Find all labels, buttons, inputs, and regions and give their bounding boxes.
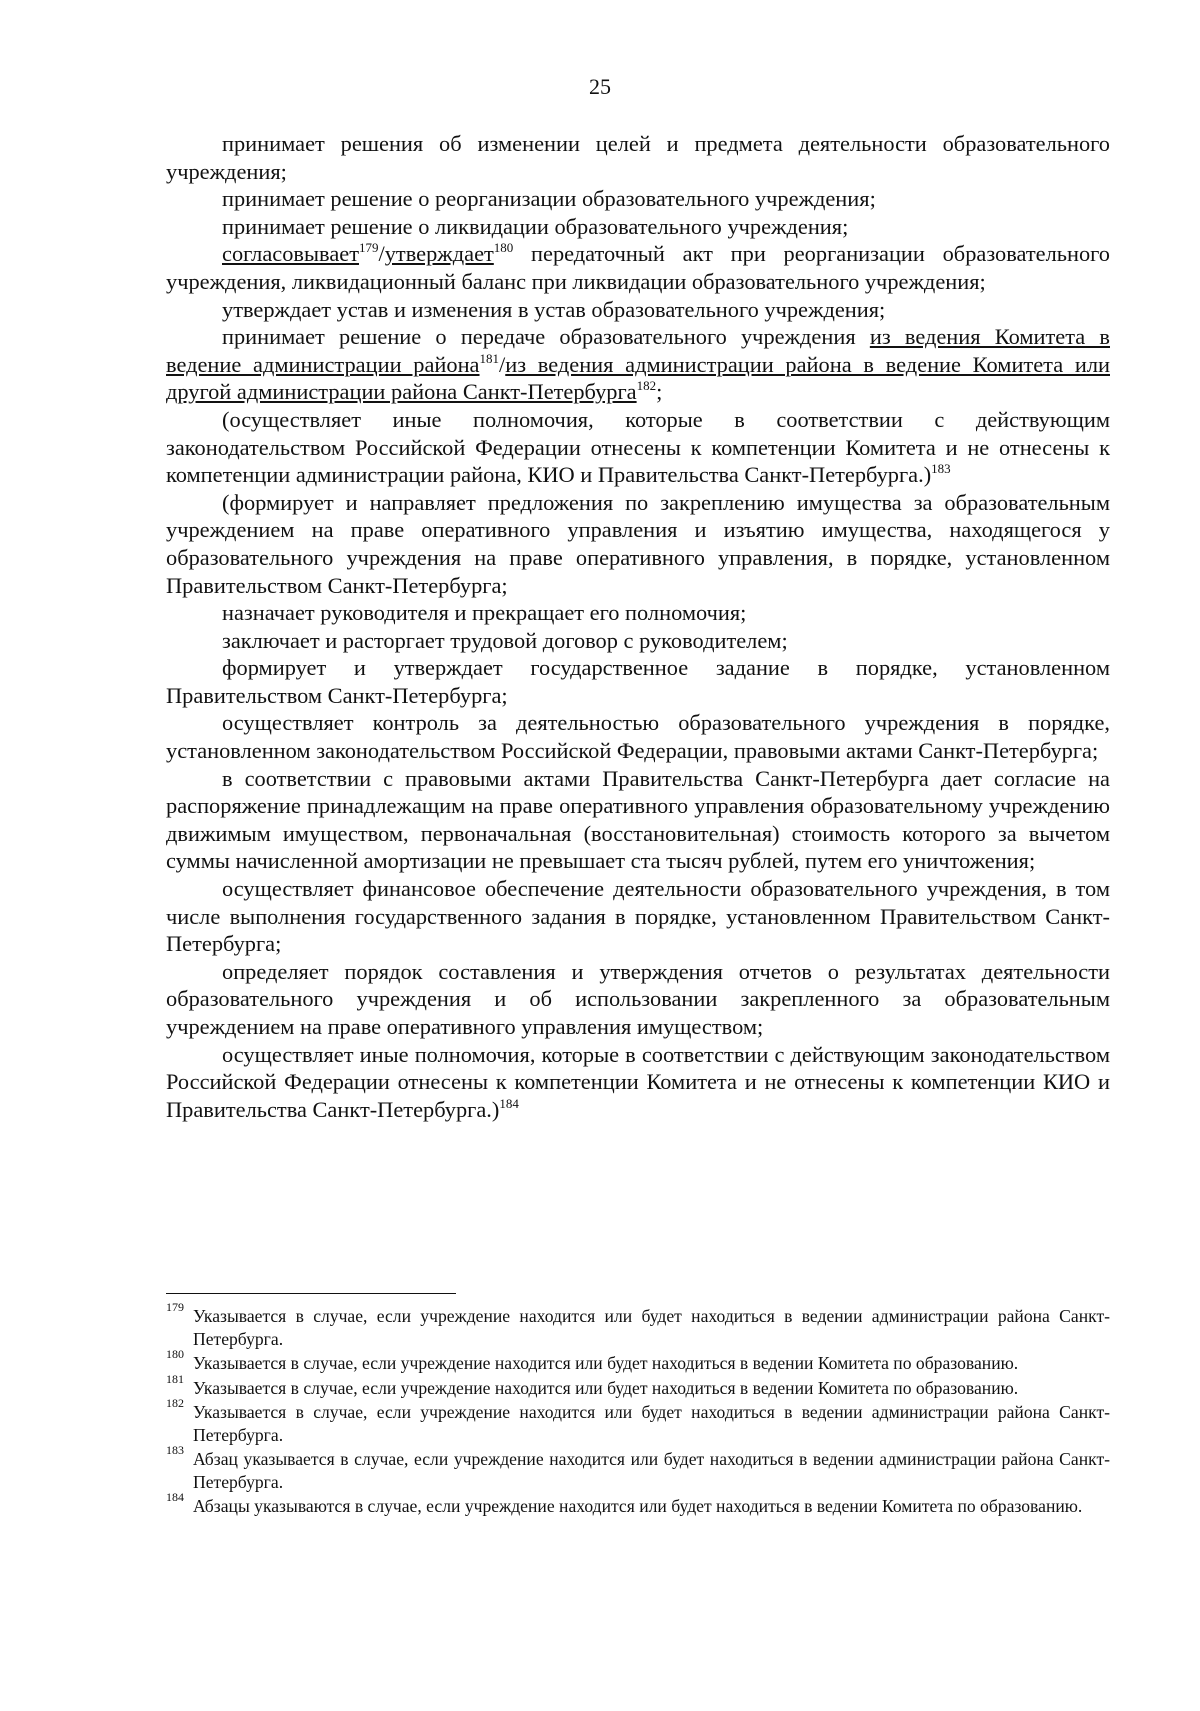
footnote-separator (166, 1293, 456, 1294)
paragraph-text: передаточный акт при реорганизации образовательного учреждения, ликвидационный баланс при ликвидации образовательного учреждения; (166, 241, 1110, 294)
footnote-ref[interactable]: 183 (931, 461, 951, 477)
footnote (166, 1347, 1110, 1375)
paragraph: формирует и утверждает государственное задание в порядке, установленном Правительством Санкт-Петербурга; (166, 655, 1110, 708)
paragraph: принимает решение о реорганизации образовательного учреждения; (222, 186, 876, 212)
footnote-text: Указывается в случае, если учреждение находится или будет находиться в ведении администрации района Санкт-Петербурга. (193, 1402, 1110, 1445)
paragraph: назначает руководителя и прекращает его полномочия; (222, 600, 747, 626)
paragraph: (формирует и направляет предложения по закреплению имущества за образовательным учреждением на праве оперативного управления и изъятию имущества, находящегося у образовательного учреждения на праве оперативного управления, в порядке, установленном Правительством Санкт-Петербурга; (166, 489, 1110, 598)
footnote-text: Указывается в случае, если учреждение находится или будет находиться в ведении администрации района Санкт-Петербурга. (193, 1306, 1110, 1349)
paragraph: утверждает устав и изменения в устав образовательного учреждения; (222, 296, 886, 322)
page-number: 25 (589, 74, 611, 99)
paragraph: принимает решение о ликвидации образовательного учреждения; (222, 213, 849, 239)
underlined-text: из ведения Комитета в ведение администрации района (166, 324, 1110, 377)
underlined-text: из ведения администрации района в ведение Комитета или другой администрации района Санкт-Петербурга (166, 351, 1110, 405)
underlined-text: утверждает (384, 241, 494, 267)
footnote (166, 1371, 1110, 1400)
footnote (166, 1443, 1110, 1493)
paragraph (166, 1041, 1110, 1124)
footnote-number: 183 (166, 1443, 184, 1457)
underlined-text: согласовывает (222, 241, 359, 267)
footnote-ref[interactable]: 181 (479, 350, 500, 366)
paragraph (166, 323, 1110, 406)
slash-separator: / (499, 351, 506, 377)
footnote-text: Указывается в случае, если учреждение находится или будет находиться в ведении Комитета по образованию. (193, 1377, 1019, 1398)
footnote (166, 1396, 1110, 1446)
footnote-ref[interactable]: 180 (493, 240, 514, 256)
paragraph-text: осуществляет иные полномочия, которые в соответствии с действующим законодательством Российской Федерации отнесены к компетенции Комитета и не отнесены к компетенции КИО и Правительства Санкт-Петербурга.) (166, 1041, 1110, 1122)
footnote-text: Абзацы указываются в случае, если учреждение находится или будет находиться в ведении Комитета по образованию. (193, 1496, 1083, 1516)
document-body (166, 130, 1110, 1123)
paragraph (166, 240, 1110, 295)
footnote-number: 181 (166, 1371, 184, 1386)
footnote-number: 179 (166, 1300, 184, 1314)
footnote-text: Абзац указывается в случае, если учреждение находится или будет находиться в ведении администрации района Санкт-Петербурга. (193, 1449, 1110, 1492)
footnote-ref[interactable]: 182 (636, 378, 657, 394)
footnote-text: Указывается в случае, если учреждение находится или будет находиться в ведении Комитета по образованию. (193, 1353, 1019, 1373)
paragraph: заключает и расторгает трудовой договор с руководителем; (222, 627, 788, 653)
paragraph-text: принимает решение о передаче образовательного учреждения (222, 324, 870, 350)
paragraph: определяет порядок составления и утверждения отчетов о результатах деятельности образовательного учреждения и об использовании закрепленного за образовательным учреждением на праве оперативного управления имуществом; (166, 958, 1110, 1039)
paragraph: осуществляет контроль за деятельностью образовательного учреждения в порядке, установленном законодательством Российской Федерации, правовыми актами Санкт-Петербурга; (166, 710, 1110, 764)
slash-separator: / (378, 241, 385, 267)
footnote-number: 182 (166, 1396, 184, 1410)
footnote-ref[interactable]: 179 (358, 240, 379, 256)
paragraph-text: (осуществляет иные полномочия, которые в соответствии с действующим законодательством Российской Федерации отнесены к компетенции Комитета и не отнесены к компетенции администрации района, КИО и Правительства Санкт-Петербурга.) (166, 406, 1110, 488)
paragraph: в соответствии с правовыми актами Правительства Санкт-Петербурга дает согласие на распоряжение принадлежащим на праве оперативного управления образовательному учреждению движимым имуществом, первоначальная (восстановительная) стоимость которого за вычетом суммы начисленной амортизации не превышает ста тысяч рублей, путем его уничтожения; (166, 765, 1110, 874)
footnotes (166, 1300, 1110, 1520)
footnote (166, 1490, 1110, 1518)
footnote-number: 184 (166, 1490, 184, 1504)
footnote-ref[interactable]: 184 (499, 1095, 519, 1111)
paragraph: принимает решения об изменении целей и предмета деятельности образовательного учреждения; (166, 131, 1110, 184)
footnote (166, 1300, 1110, 1350)
paragraph-text: ; (656, 379, 663, 405)
footnote-number: 180 (166, 1347, 184, 1361)
paragraph: осуществляет финансовое обеспечение деятельности образовательного учреждения, в том числе выполнения государственного задания в порядке, установленном Правительством Санкт-Петербурга; (166, 876, 1110, 957)
paragraph (166, 406, 1110, 489)
